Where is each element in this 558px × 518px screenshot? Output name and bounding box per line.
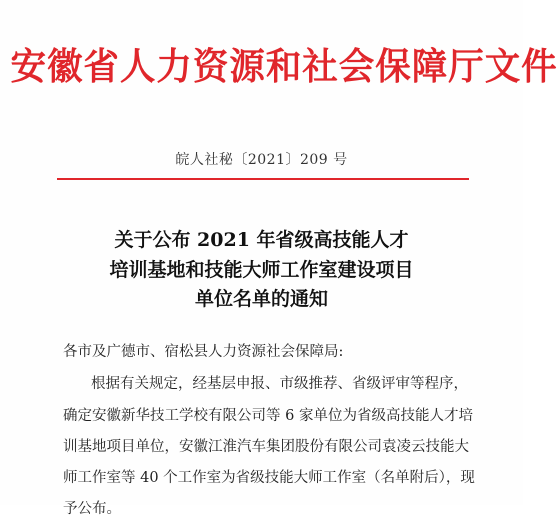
- notice-title-line-1: 关于公布 2021 年省级高技能人才: [114, 229, 409, 251]
- salutation: 各市及广德市、宿松县人力资源社会保障局:: [63, 344, 344, 360]
- body-line: 予公布。: [63, 501, 121, 517]
- masthead-title: 安徽省人力资源和社会保障厅文件: [10, 44, 558, 88]
- document-number: 皖人社秘〔2021〕209 号: [175, 152, 348, 168]
- body-line: 确定安徽新华技工学校有限公司等 6 家单位为省级高技能人才培: [63, 408, 473, 424]
- body-line: 师工作室等 40 个工作室为省级技能大师工作室（名单附后），现: [63, 470, 475, 486]
- body-line: 训基地项目单位，安徽江淮汽车集团股份有限公司袁凌云技能大: [63, 439, 469, 455]
- notice-title-line-3: 单位名单的通知: [194, 288, 328, 310]
- body-line: 根据有关规定，经基层申报、市级推荐、省级评审等程序，: [91, 376, 468, 392]
- notice-title-line-2: 培训基地和技能大师工作室建设项目: [109, 259, 414, 281]
- red-divider: [57, 178, 469, 180]
